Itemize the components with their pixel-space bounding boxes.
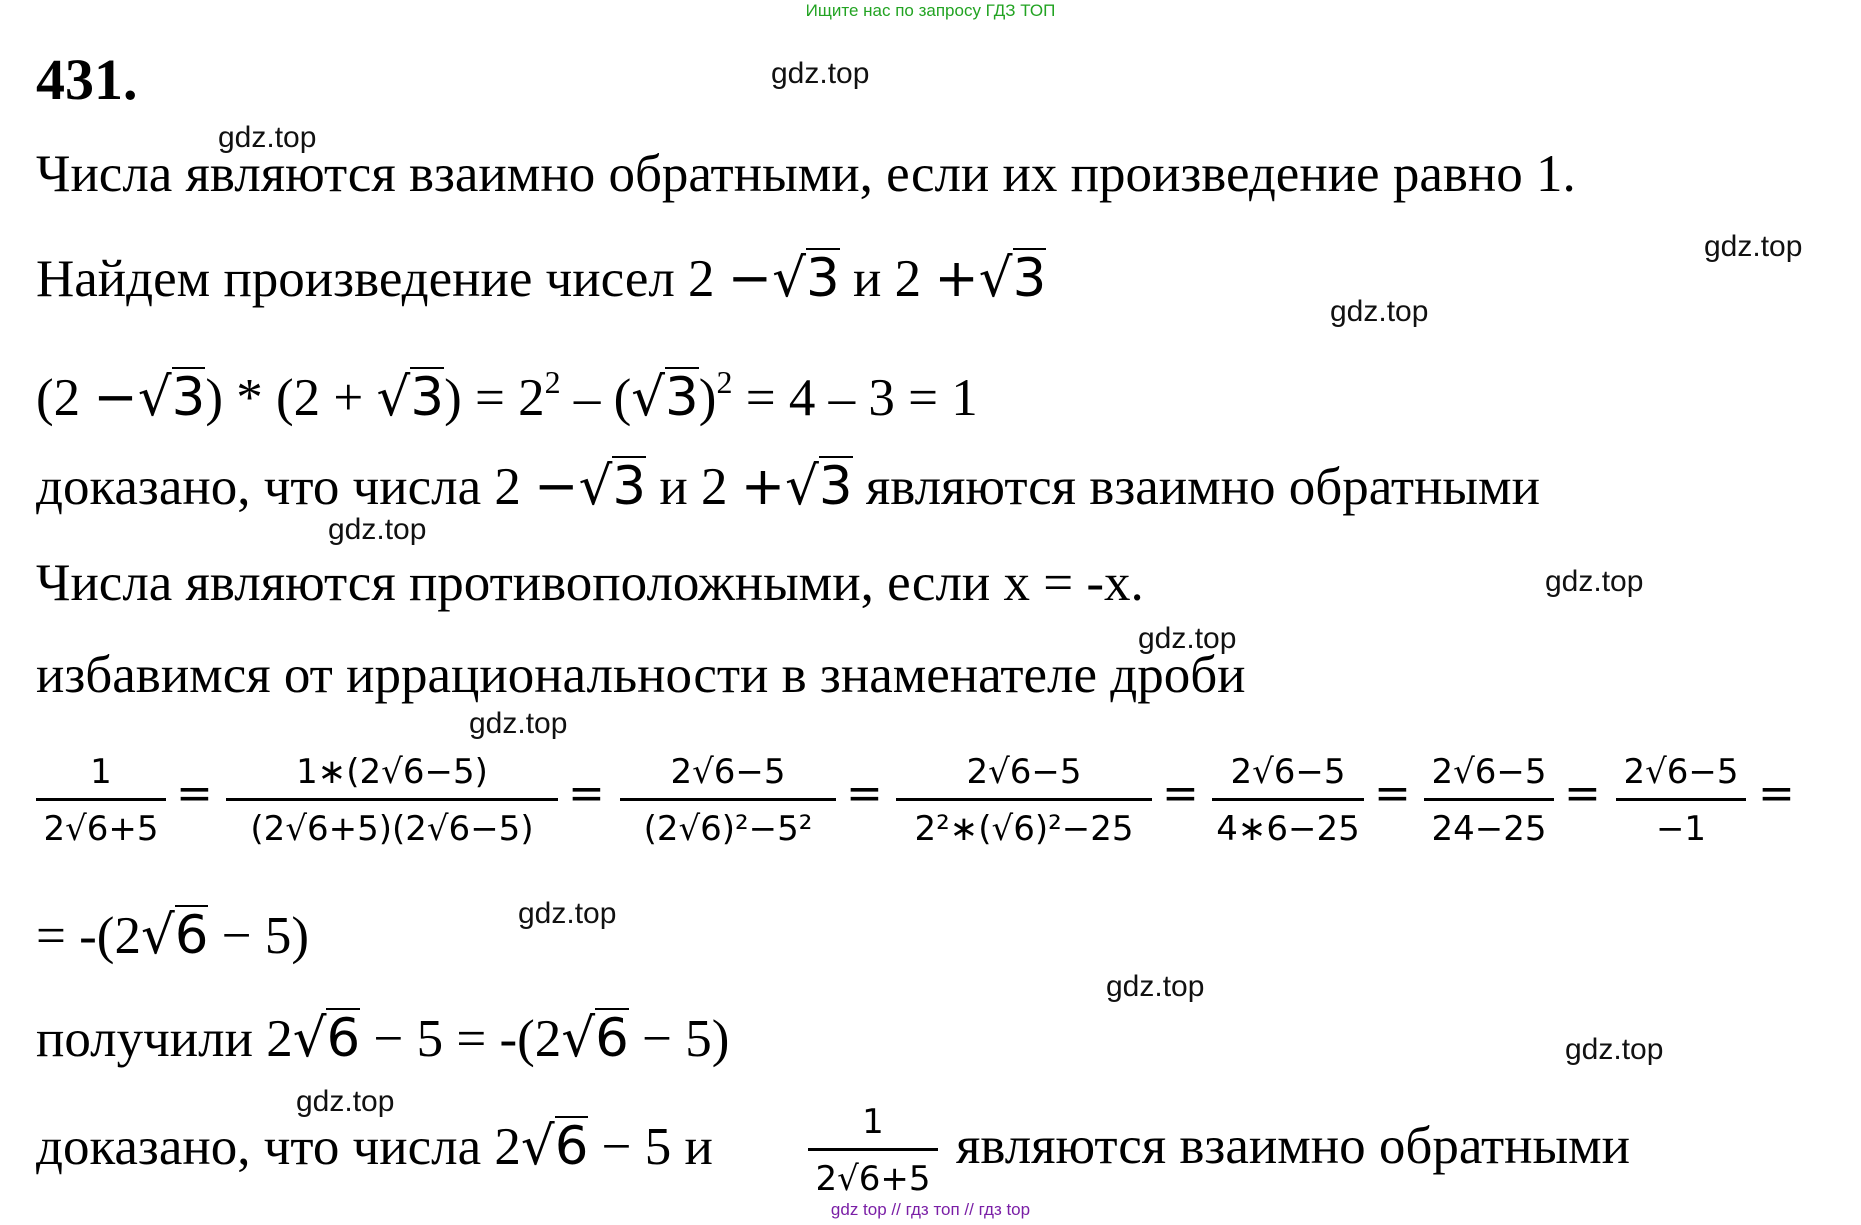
equals-sign: =	[176, 768, 213, 819]
watermark: gdz.top	[1106, 970, 1205, 1003]
watermark: gdz.top	[1330, 295, 1429, 328]
fraction: $\frac{2√6-5}{4∗6-25}$	[1212, 752, 1364, 849]
conclusion-2-start: доказано, что числа 2√6 − 5 и	[36, 1116, 713, 1177]
sqrt-3: √3	[137, 367, 206, 428]
watermark: gdz.top	[1545, 565, 1644, 598]
watermark: gdz.top	[1138, 622, 1237, 655]
sqrt-6: √6	[520, 1116, 589, 1177]
conclusion-1: доказано, что числа 2 −√3 и 2 +√3 являются взаимно обратными	[36, 456, 1540, 517]
watermark: gdz.top	[1565, 1033, 1664, 1066]
watermark: gdz.top	[1704, 230, 1803, 263]
equals-sign: =	[1374, 768, 1411, 819]
task-number: 431.	[36, 47, 138, 112]
watermark: gdz.top	[771, 57, 870, 90]
conclusion-2-end: являются взаимно обратными	[956, 1117, 1631, 1175]
sqrt-3: √3	[376, 367, 445, 428]
fraction: $\frac{2√6-5}{\text{2²∗(√6)²−25}}$	[896, 752, 1152, 849]
equals-sign: =	[1758, 768, 1795, 819]
sqrt-3: √3	[978, 248, 1047, 309]
top-banner: Ищите нас по запросу ГДЗ ТОП	[805, 1, 1056, 20]
product-calculation: $(2 -√3) * (2 + √3) = 2^2 - (√3)^2 = 4 - 3 = 1$	[36, 364, 978, 428]
fraction: $\frac{2√6-5}{24-25}$	[1424, 752, 1554, 849]
definition-reciprocal: Числа являются взаимно обратными, если их произведение равно 1.	[36, 145, 1576, 203]
fraction: $\frac{1}{2√6+5}$	[808, 1102, 938, 1199]
bottom-banner: gdz top // гдз топ // гдз top	[830, 1200, 1031, 1219]
fraction: $\frac{2√6-5}{\text{(2√6)²−5²}}$	[620, 752, 836, 849]
equals-sign: =	[1162, 768, 1199, 819]
rationalize-statement: избавимся от иррациональности в знаменателе дроби	[36, 646, 1246, 704]
sqrt-6: √6	[292, 1008, 361, 1069]
definition-opposite: Числа являются противоположными, если x = -x.	[36, 554, 1144, 612]
obtained-statement: получили 2√6 − 5 = -(2√6 − 5)	[36, 1008, 730, 1069]
sqrt-3: √3	[785, 456, 853, 517]
fraction: $\frac{2√6-5}{-1}$	[1616, 752, 1746, 849]
sqrt-3: √3	[772, 248, 840, 309]
sqrt-6: √6	[140, 905, 209, 966]
sqrt-6: √6	[561, 1008, 629, 1069]
watermark: gdz.top	[218, 121, 317, 154]
watermark: gdz.top	[296, 1085, 395, 1118]
equals-sign: =	[1564, 768, 1601, 819]
result-expression: = -(2√6 − 5)	[36, 905, 310, 966]
equals-sign: =	[568, 768, 605, 819]
sqrt-3: √3	[631, 367, 699, 428]
watermark: gdz.top	[518, 897, 617, 930]
product-statement: Найдем произведение чисел 2 −√3 и 2 +√3	[36, 248, 1047, 309]
equals-sign: =	[846, 768, 883, 819]
watermark: gdz.top	[469, 707, 568, 740]
sqrt-3: √3	[578, 456, 647, 517]
fraction: $\frac{1}{2√6+5}$	[36, 752, 166, 849]
watermark: gdz.top	[328, 513, 427, 546]
fraction: $\frac{1∗(2√6-5)}{(2√6+5)(2√6-5)}$	[226, 752, 558, 849]
